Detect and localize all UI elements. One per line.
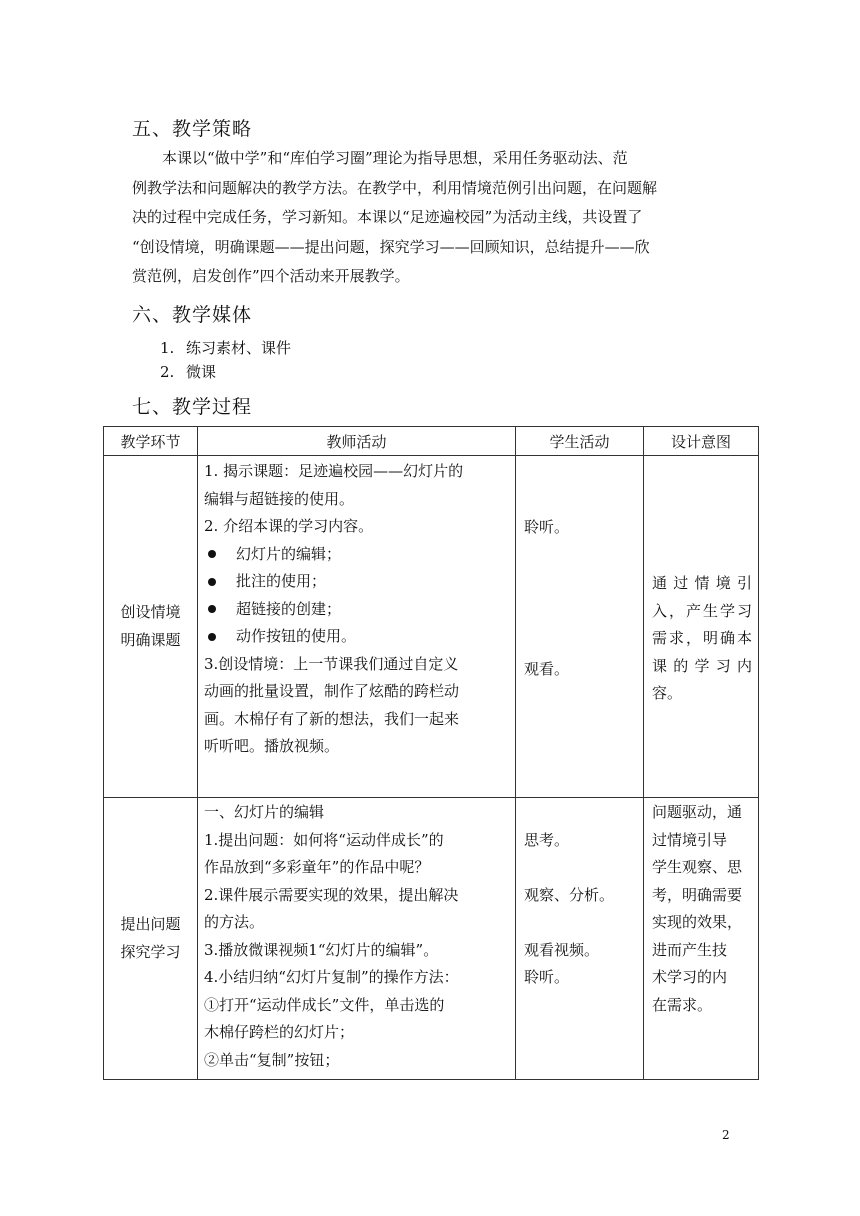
teacher-activity-cell [198, 798, 516, 1080]
teacher-line: 画。木棉仔有了新的想法，我们一起来 [204, 709, 460, 728]
table-row [104, 798, 759, 1080]
design-line: 考，明确需要 [652, 885, 743, 904]
bullet-dot-icon [208, 633, 216, 641]
header-student-activity: 学生活动 [516, 427, 644, 456]
teacher-line: 木棉仔跨栏的幻灯片； [204, 1023, 355, 1041]
list-item [160, 360, 291, 384]
strategy-paragraph [132, 144, 744, 292]
bullet-text: 超链接的创建； [236, 599, 342, 618]
list-number: 2. [160, 363, 175, 381]
table-header-row [104, 427, 759, 456]
teacher-line: 编辑与超链接的使用。 [204, 489, 355, 508]
teacher-line: ①打开“运动伴成长”文件，单击选的 [204, 995, 445, 1014]
bullet-dot-icon [208, 550, 216, 558]
design-line: 实现的效果， [652, 913, 743, 931]
design-line: 通过情境引 [652, 574, 752, 592]
section-heading-strategy: 五、教学策略 [132, 118, 253, 140]
teacher-line: 3.创设情境：上一节课我们通过自定义 [204, 654, 459, 673]
stage-label: 明确课题 [120, 630, 181, 649]
header-design-intent: 设计意图 [644, 427, 759, 456]
teacher-line: 1. 揭示课题：足迹遍校园——幻灯片的 [204, 462, 464, 480]
media-list [160, 336, 291, 384]
student-line: 观看。 [524, 659, 570, 678]
list-text: 微课 [186, 363, 217, 381]
strategy-line: 例教学法和问题解决的教学方法。在教学中，利用情境范例引出问题，在问题解 [132, 178, 658, 197]
page-number: 2 [722, 1128, 730, 1142]
list-text: 练习素材、课件 [186, 339, 292, 357]
design-line: 需求，明确本 [652, 629, 752, 647]
bullet-item [204, 596, 509, 624]
list-number: 1. [160, 339, 175, 357]
stage-label: 探究学习 [120, 942, 181, 961]
teacher-line: 2. 介绍本课的学习内容。 [204, 517, 374, 535]
teacher-line: 听听吧。播放视频。 [204, 737, 340, 755]
teacher-line: 动画的批量设置，制作了炫酷的跨栏动 [204, 682, 460, 700]
teaching-process-table [103, 426, 759, 1080]
table-row [104, 456, 759, 798]
student-activity-cell [516, 456, 644, 798]
student-line: 思考。 [524, 830, 570, 849]
design-line: 过情境引导 [652, 830, 728, 849]
stage-cell [104, 456, 198, 798]
student-line: 聆听。 [524, 968, 570, 986]
bullet-item [204, 568, 509, 596]
stage-label: 提出问题 [120, 915, 181, 933]
strategy-line: 赏范例，启发创作”四个活动来开展教学。 [132, 267, 410, 285]
header-teacher-activity: 教师活动 [198, 427, 516, 456]
teacher-line: 4.小结归纳“幻灯片复制”的操作方法： [204, 968, 459, 986]
design-line: 进而产生技 [652, 940, 728, 959]
student-line: 观察、分析。 [524, 885, 615, 904]
stage-cell [104, 798, 198, 1080]
teacher-line: 一、幻灯片的编辑 [204, 803, 325, 821]
design-line: 容。 [652, 684, 683, 702]
student-line: 观看视频。 [524, 940, 600, 959]
bullet-text: 动作按钮的使用。 [236, 627, 357, 645]
header-stage: 教学环节 [104, 427, 198, 456]
teacher-line: ②单击“复制”按钮； [204, 1050, 340, 1069]
strategy-line: 决的过程中完成任务，学习新知。本课以“足迹遍校园”为活动主线，共设置了 [132, 208, 643, 226]
bullet-dot-icon [208, 605, 216, 613]
stage-label: 创设情境 [120, 603, 181, 621]
teacher-line: 的方法。 [204, 913, 265, 931]
list-item [160, 336, 291, 360]
design-line: 术学习的内 [652, 968, 728, 986]
strategy-line: “创设情境，明确课题——提出问题，探究学习——回顾知识，总结提升——欣 [132, 237, 650, 256]
bullet-text: 幻灯片的编辑； [236, 544, 342, 563]
teacher-line: 2.课件展示需要实现的效果，提出解决 [204, 885, 459, 904]
student-line [524, 909, 635, 937]
section-heading-media: 六、教学媒体 [132, 304, 253, 326]
design-line: 课的学习内 [652, 656, 752, 675]
teacher-line: 3.播放微课视频1“幻灯片的编辑”。 [204, 940, 439, 959]
student-activity-cell [516, 798, 644, 1080]
design-line: 学生观察、思 [652, 858, 743, 876]
teacher-line: 1.提出问题：如何将“运动伴成长”的 [204, 830, 444, 849]
strategy-line: 本课以“做中学”和“库伯学习圈”理论为指导思想，采用任务驱动法、范 [162, 149, 628, 167]
bullet-dot-icon [208, 578, 216, 586]
bullet-text: 批注的使用； [236, 572, 327, 590]
teacher-line: 作品放到“多彩童年”的作品中呢？ [204, 858, 430, 876]
design-intent-cell [644, 798, 759, 1080]
student-line [524, 854, 635, 882]
bullet-item [204, 541, 509, 569]
bullet-item [204, 623, 509, 651]
teacher-activity-cell [198, 456, 516, 798]
design-line: 在需求。 [652, 995, 713, 1014]
design-intent-cell [644, 456, 759, 798]
section-heading-process: 七、教学过程 [132, 396, 253, 418]
student-line [524, 799, 635, 827]
student-line: 聆听。 [524, 518, 570, 536]
design-line: 入，产生学习 [652, 601, 752, 620]
design-line: 问题驱动，通 [652, 803, 743, 821]
